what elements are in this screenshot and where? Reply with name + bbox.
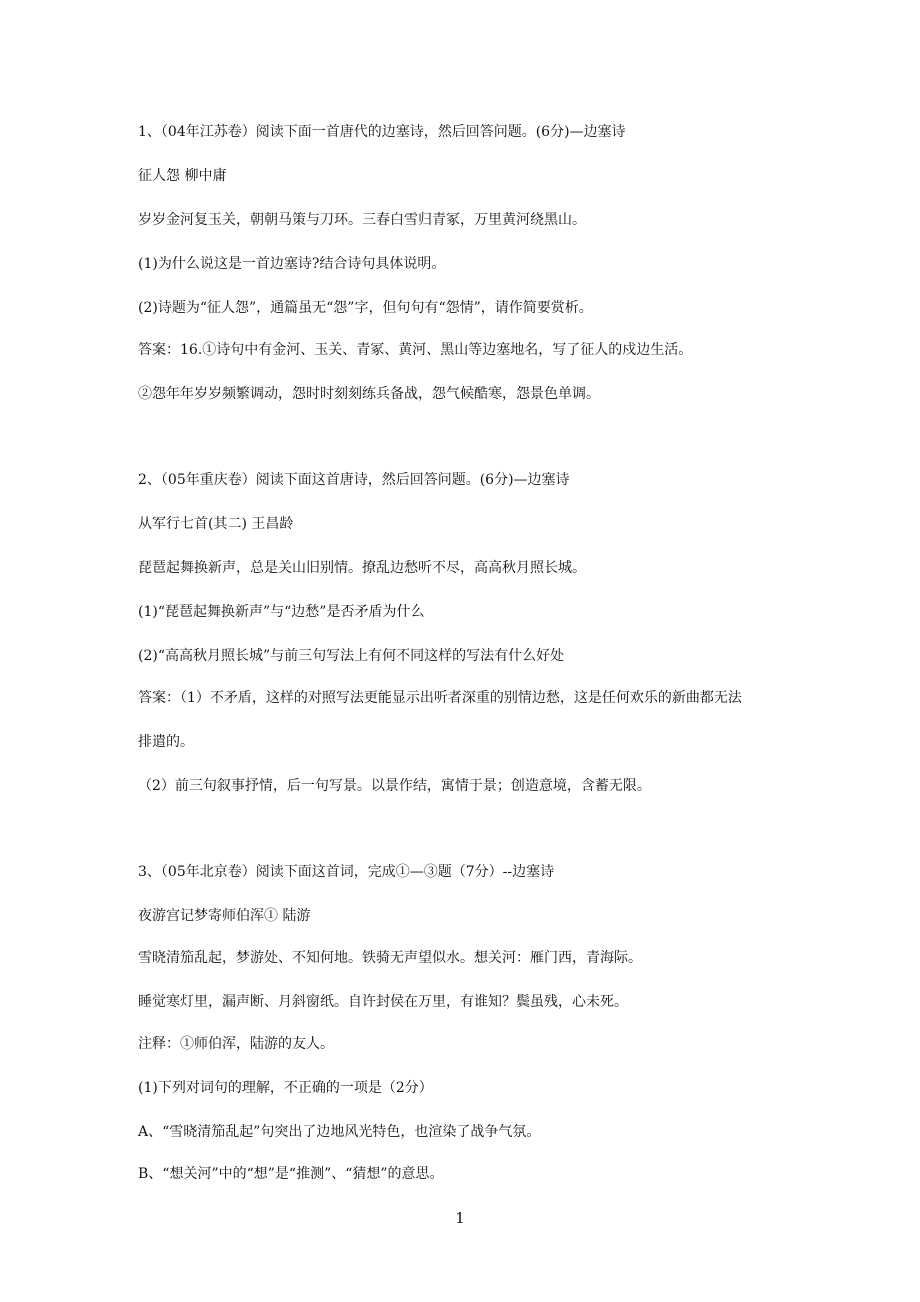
q1-poem: 岁岁金河复玉关，朝朝马策与刀环。三春白雪归青冢，万里黄河绕黑山。: [138, 212, 586, 228]
q2-sub2: (2)“高高秋月照长城”与前三句写法上有何不同这样的写法有什么好处: [138, 648, 565, 664]
page-number: 1: [455, 1209, 465, 1227]
q2-poem: 琵琶起舞换新声，总是关山旧别情。撩乱边愁听不尽，高高秋月照长城。: [138, 560, 586, 576]
q2-answer1b: 排遣的。: [138, 734, 194, 750]
q1-answer1: 答案：16.①诗句中有金河、玉关、青冢、黄河、黑山等边塞地名，写了征人的戍边生活。: [138, 342, 693, 358]
q3-header: 3、（05年北京卷）阅读下面这首词，完成①—③题（7分）--边塞诗: [138, 864, 555, 880]
q2-header: 2、（05年重庆卷）阅读下面这首唐诗，然后回答问题。(6分)—边塞诗: [138, 472, 570, 488]
q2-sub1: (1)“琵琶起舞换新声”与“边愁”是否矛盾为什么: [138, 604, 425, 620]
q2-answer2: （2）前三句叙事抒情，后一句写景。以景作结，寓情于景；创造意境，含蓄无限。: [138, 778, 651, 794]
q1-sub1: (1)为什么说这是一首边塞诗?结合诗句具体说明。: [138, 256, 446, 272]
q1-sub2: (2)诗题为“征人怨”，通篇虽无“怨”字，但句句有“怨情”，请作简要赏析。: [138, 300, 593, 316]
q3-poem1: 雪晓清笳乱起，梦游处、不知何地。铁骑无声望似水。想关河：雁门西，青海际。: [138, 950, 642, 966]
q3-poem-title: 夜游宫记梦寄师伯浑① 陆游: [138, 908, 311, 924]
q1-header: 1、（04年江苏卷）阅读下面一首唐代的边塞诗，然后回答问题。(6分)—边塞诗: [138, 124, 626, 140]
q3-poem2: 睡觉寒灯里，漏声断、月斜窗纸。自许封侯在万里，有谁知？鬓虽残，心未死。: [138, 994, 628, 1010]
q3-option-a: A、“雪晓清笳乱起”句突出了边地风光特色，也渲染了战争气氛。: [138, 1124, 541, 1140]
q3-note: 注释：①师伯浑，陆游的友人。: [138, 1036, 334, 1052]
q2-poem-title: 从军行七首(其二) 王昌龄: [138, 516, 294, 532]
q2-answer1a: 答案：（1）不矛盾，这样的对照写法更能显示出听者深重的别情边愁，这是任何欢乐的新曲都无法: [138, 690, 742, 706]
q3-sub1: (1)下列对词句的理解，不正确的一项是（2分）: [138, 1080, 433, 1096]
q3-option-b: B、“想关河”中的“想”是“推测”、“猜想”的意思。: [138, 1166, 444, 1182]
q1-poem-title: 征人怨 柳中庸: [138, 168, 227, 184]
q1-answer2: ②怨年年岁岁频繁调动，怨时时刻刻练兵备战，怨气候酷寒，怨景色单调。: [138, 386, 600, 402]
